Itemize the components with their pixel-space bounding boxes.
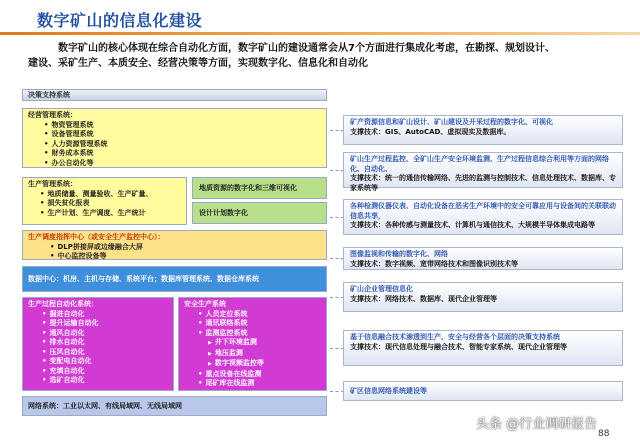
data-center-box: 数据中心：机房、主机与存储、系统平台；数据库管理系统、数据仓库系统: [22, 266, 327, 292]
management-system-box: [22, 108, 327, 168]
right-box-2: [343, 152, 623, 192]
right-box-support: 支撑技术：各种传感与测量技术、计算机与通信技术、大规模半导体集成电路等: [350, 221, 595, 229]
list-item: • 排水自动化: [42, 338, 168, 348]
list-item: • 监测监控系统: [198, 329, 321, 339]
right-box-title: 矿山生产过程监控、全矿山生产安全环境监测、生产过程信息综合利用等方面的网络化、自动化、: [350, 155, 609, 173]
connector-line: [330, 348, 344, 349]
list-item: • 变配电自动化: [42, 357, 168, 367]
right-box-3: [343, 199, 623, 235]
list-item: • 掘进自动化: [42, 310, 168, 320]
network-system-box: 网络系统：工业以太网、有线局域网、无线局域网: [22, 396, 327, 416]
list-item: • DLP拼接屏或边缘融合大屏: [50, 243, 321, 253]
list-item: • 损失贫化报表: [40, 199, 181, 209]
list-item: • 提升运输自动化: [42, 319, 168, 329]
intro-line-1: 数字矿山的核心体现在综合自动化方面，数字矿山的建设通常会从7个方面进行集成化考虑，在勘探、规划设计、: [58, 43, 555, 54]
right-box-support: 支撑技术：GIS、AutoCAD、虚拟现实及数据库。: [350, 127, 511, 136]
right-box-6: [343, 330, 623, 366]
decision-support-box: 决策支持系统: [22, 89, 327, 101]
list-item: • 设备管理系统: [44, 130, 321, 140]
list-item: • 物资管理系统: [44, 121, 321, 131]
right-box-support: 支撑技术：现代信息处理与融合技术、智能专家系统、现代企业管理等: [350, 342, 567, 351]
list-item: • 财务成本系统: [44, 149, 321, 159]
right-box-support: 支撑技术：网络技术、数据库、现代企业管理等: [350, 294, 497, 303]
intro-line-2: 建设、采矿生产、本质安全、经营决策等方面，实现数字化、信息化和自动化: [28, 58, 368, 69]
list-item: • 生产计划、生产调度、生产统计: [40, 209, 181, 219]
management-header: 经营管理系统：: [28, 111, 77, 119]
right-box-support: 支撑技术：统一的通信传输网络、先进的监测与控制技术、信息处理技术、数据库、专家系统等: [350, 174, 616, 192]
right-box-title: 矿区信息网络系统建设等: [350, 387, 427, 395]
connector-line: [330, 258, 344, 259]
production-management-box: [22, 177, 187, 225]
connector-line: [330, 170, 344, 171]
production-header: 生产管理系统：: [28, 180, 77, 188]
list-item: • 通讯联络系统: [198, 319, 321, 329]
list-item: • 尾矿库在线监测: [198, 379, 321, 389]
list-item: • 人力资源管理系统: [44, 140, 321, 150]
dispatch-center-box: [22, 230, 327, 260]
dispatch-header: 生产调度指挥中心（或安全生产监控中心）：: [28, 233, 165, 241]
list-item: • 压风自动化: [42, 348, 168, 358]
right-box-title: 矿产资源信息和矿山设计、矿山建设及开采过程的数字化、可视化: [350, 118, 553, 126]
list-item: • 办公自动化等: [44, 159, 321, 169]
page-title: 数字矿山的信息化建设: [37, 11, 203, 30]
right-box-title: 基于信息融合技术渗透到生产、安全与经营各个层面的决策支持系统: [350, 333, 560, 341]
connector-line: [330, 297, 344, 298]
safety-system-box: [178, 297, 327, 391]
list-subitem: ▶ 数字视频监控等: [198, 359, 321, 370]
geo-visualization-box: 地质资源的数字化和三维可视化: [192, 177, 327, 199]
automation-list: [28, 310, 168, 386]
page-number: 88: [598, 429, 610, 439]
watermark-text: 头条 @行业调研报告: [476, 417, 598, 432]
safety-list: [184, 310, 321, 389]
list-item: • 充填自动化: [42, 367, 168, 377]
list-subitem: ▶ 井下环境监测: [198, 338, 321, 349]
management-list: [28, 121, 321, 169]
connector-line: [330, 391, 344, 392]
dispatch-list: [28, 243, 321, 262]
right-box-5: [343, 282, 623, 312]
right-box-1: [343, 115, 623, 145]
right-box-title: 各种检测仪器仪表、自动化设备在恶劣生产环境中的安全可靠应用与设备间的关联联动信息共享，: [350, 202, 616, 220]
right-box-support: 支撑技术：数字视频、宽带网络技术和图像识别技术等: [350, 259, 518, 268]
list-item: • 重点设备在线监测: [198, 370, 321, 380]
connector-line: [330, 217, 344, 218]
intro-paragraph: [28, 41, 628, 71]
right-box-title: 矿山企业管理信息化: [350, 285, 413, 293]
list-item: • 选矿自动化: [42, 376, 168, 386]
safety-header: 安全生产系统: [184, 300, 226, 308]
production-list: [28, 190, 181, 219]
automation-header: 生产过程自动化系统：: [28, 300, 98, 308]
list-subitem: ▶ 地压监测: [198, 349, 321, 360]
right-box-4: [343, 247, 623, 270]
right-box-7: [343, 381, 623, 401]
connector-line: [330, 130, 344, 131]
list-item: • 人员定位系统: [198, 310, 321, 320]
automation-system-box: [22, 297, 174, 391]
list-item: • 中心监控设备等: [50, 252, 321, 262]
design-planning-box: 设计计划数字化: [192, 202, 327, 224]
list-item: • 地质储量、测量验收、生产矿量、: [40, 190, 181, 200]
right-box-title: 图像监视和传输的数字化、网络: [350, 250, 448, 258]
title-divider: [0, 32, 640, 35]
list-item: • 通风自动化: [42, 329, 168, 339]
